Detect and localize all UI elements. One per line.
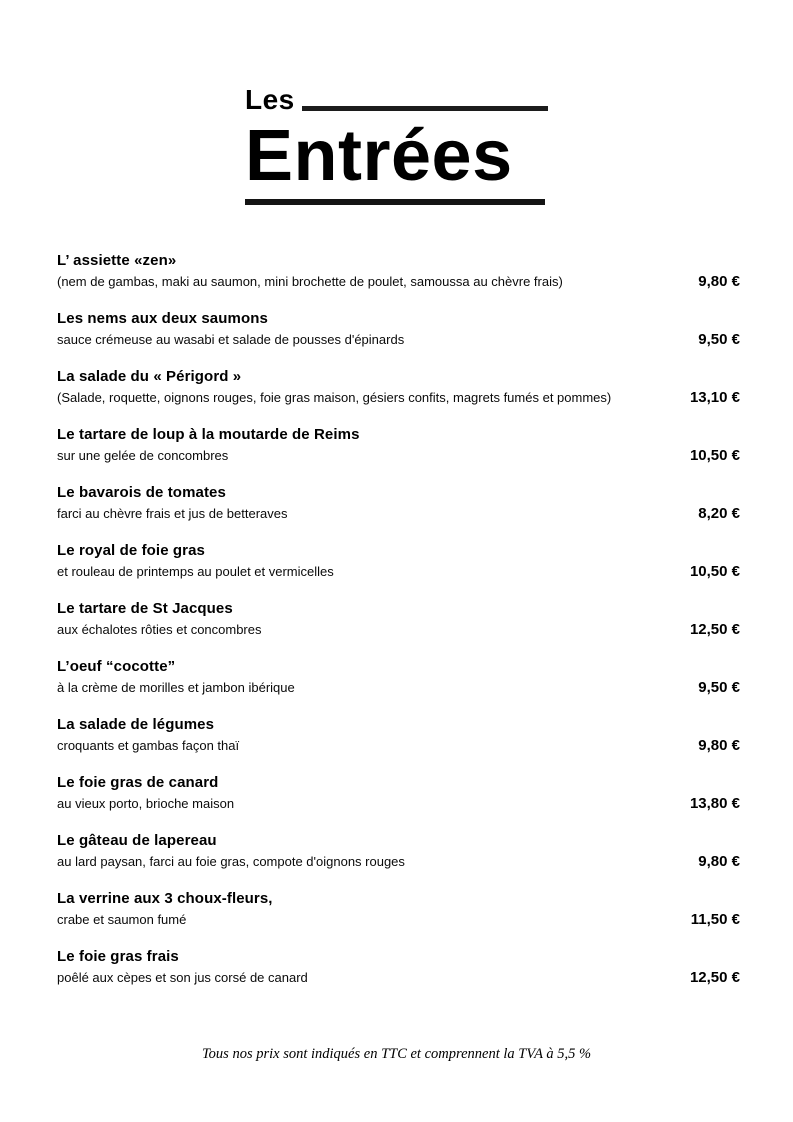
- item-price: 9,50 €: [698, 679, 740, 696]
- item-description: au lard paysan, farci au foie gras, compote d'oignons rouges: [57, 854, 405, 869]
- page-title: Entrées: [245, 116, 513, 196]
- item-row: [57, 853, 740, 871]
- item-name: La verrine aux 3 choux-fleurs,: [57, 890, 273, 907]
- item-price: 12,50 €: [689, 621, 740, 638]
- item-name: Le tartare de St Jacques: [57, 600, 233, 617]
- menu-item: [57, 947, 740, 987]
- item-price: 8,20 €: [698, 505, 740, 522]
- item-description: aux échalotes rôties et concombres: [57, 622, 262, 637]
- footer-note: Tous nos prix sont indiqués en TTC et comprennent la TVA à 5,5 %: [201, 1046, 592, 1062]
- item-description: croquants et gambas façon thaï: [57, 738, 240, 753]
- item-row: [57, 447, 740, 465]
- item-description: à la crème de morilles et jambon ibérique: [57, 680, 295, 695]
- menu-item: [57, 309, 740, 349]
- item-description: farci au chèvre frais et jus de betteraves: [57, 506, 288, 521]
- menu-item: [57, 541, 740, 581]
- item-row: [57, 911, 740, 929]
- item-row: [57, 563, 740, 581]
- item-name: Les nems aux deux saumons: [57, 310, 268, 327]
- item-name: Le gâteau de lapereau: [57, 832, 217, 849]
- item-price: 13,80 €: [689, 795, 740, 812]
- item-price: 9,50 €: [698, 331, 740, 348]
- item-name: La salade de légumes: [57, 716, 215, 733]
- item-description: crabe et saumon fumé: [57, 912, 187, 927]
- item-name: Le bavarois de tomates: [57, 484, 226, 501]
- menu-list: [57, 251, 740, 1005]
- item-name: L’oeuf “cocotte”: [57, 658, 176, 675]
- item-price: 9,80 €: [698, 737, 740, 754]
- item-price: 12,50 €: [689, 969, 740, 986]
- item-row: [57, 389, 740, 407]
- item-name: Le foie gras frais: [57, 948, 179, 965]
- title-underline: [245, 199, 545, 205]
- menu-item: [57, 367, 740, 407]
- item-name: La salade du « Périgord »: [57, 368, 242, 385]
- menu-item: [57, 425, 740, 465]
- item-row: [57, 273, 740, 291]
- item-name: Le royal de foie gras: [57, 542, 205, 559]
- item-name: Le foie gras de canard: [57, 774, 219, 791]
- header-prefix: Les: [245, 84, 295, 115]
- menu-item: [57, 889, 740, 929]
- menu-item: [57, 251, 740, 291]
- header-top-row: [245, 86, 548, 114]
- item-description: (nem de gambas, maki au saumon, mini brochette de poulet, samoussa au chèvre frais): [57, 274, 563, 289]
- item-row: [57, 679, 740, 697]
- item-row: [57, 505, 740, 523]
- menu-item: [57, 831, 740, 871]
- item-description: sur une gelée de concombres: [57, 448, 229, 463]
- item-row: [57, 621, 740, 639]
- item-row: [57, 331, 740, 349]
- item-price: 9,80 €: [698, 273, 740, 290]
- item-price: 11,50 €: [690, 911, 740, 928]
- item-description: (Salade, roquette, oignons rouges, foie gras maison, gésiers confits, magrets fumés et pommes): [57, 390, 612, 405]
- item-description: poêlé aux cèpes et son jus corsé de canard: [57, 970, 308, 985]
- item-description: sauce crémeuse au wasabi et salade de pousses d'épinards: [57, 332, 405, 347]
- item-price: 10,50 €: [689, 447, 740, 464]
- item-price: 10,50 €: [689, 563, 740, 580]
- menu-header: [245, 86, 548, 205]
- item-description: et rouleau de printemps au poulet et vermicelles: [57, 564, 334, 579]
- item-price: 13,10 €: [689, 389, 740, 406]
- menu-item: [57, 773, 740, 813]
- menu-item: [57, 715, 740, 755]
- menu-item: [57, 657, 740, 697]
- item-name: L’ assiette «zen»: [57, 252, 177, 269]
- menu-item: [57, 599, 740, 639]
- item-name: Le tartare de loup à la moutarde de Reims: [57, 426, 360, 443]
- item-price: 9,80 €: [698, 853, 740, 870]
- header-rule: [302, 106, 548, 111]
- item-row: [57, 737, 740, 755]
- item-description: au vieux porto, brioche maison: [57, 796, 235, 811]
- menu-item: [57, 483, 740, 523]
- item-row: [57, 969, 740, 987]
- item-row: [57, 795, 740, 813]
